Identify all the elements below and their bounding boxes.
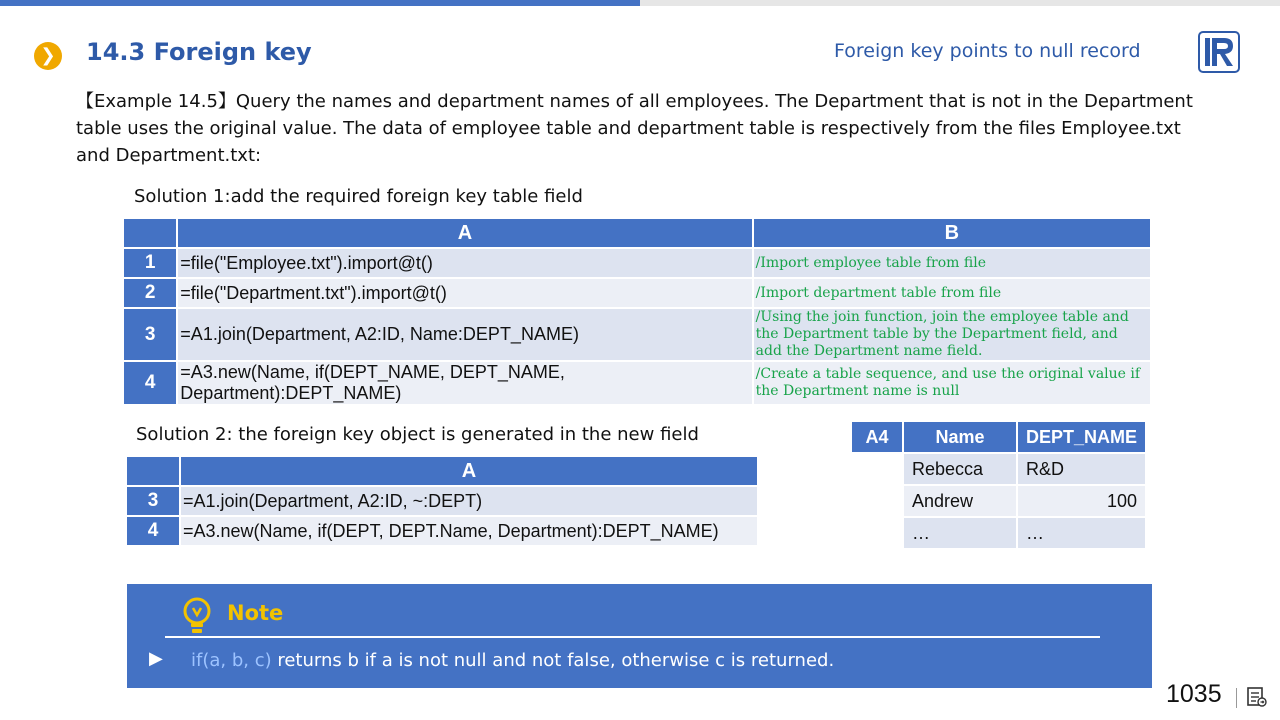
result-header-dept-name: DEPT_NAME [1018, 422, 1145, 452]
comment-cell[interactable]: /Using the join function, join the employee table and the Department table by the Department field, and add the Department name field. [754, 309, 1150, 360]
note-box [127, 584, 1152, 688]
progress-bar-fill [0, 0, 640, 6]
chevron-right-icon: ❯ [34, 42, 62, 70]
result-empty-cell [852, 518, 902, 548]
row-number[interactable]: 2 [124, 279, 176, 307]
comment-cell[interactable]: /Import department table from file [754, 279, 1150, 307]
solution-1-grid [122, 217, 1152, 406]
note-divider [165, 636, 1100, 638]
result-empty-cell [852, 454, 902, 484]
solution-1-label: Solution 1:add the required foreign key table field [134, 186, 583, 207]
code-cell[interactable]: =A1.join(Department, A2:ID, Name:DEPT_NAME) [178, 309, 751, 360]
table-row [127, 517, 757, 545]
column-header-b[interactable]: B [754, 219, 1150, 247]
table-row [852, 454, 1145, 484]
slide-subtitle: Foreign key points to null record [834, 40, 1141, 62]
result-cell: … [1018, 518, 1145, 548]
grid-corner [127, 457, 179, 485]
code-cell[interactable]: =A3.new(Name, if(DEPT_NAME, DEPT_NAME, Department):DEPT_NAME) [178, 362, 751, 404]
code-cell[interactable]: =A3.new(Name, if(DEPT, DEPT.Name, Department):DEPT_NAME) [181, 517, 757, 545]
comment-cell[interactable]: /Create a table sequence, and use the original value if the Department name is null [754, 362, 1150, 404]
result-cell: Andrew [904, 486, 1016, 516]
result-table [850, 420, 1147, 550]
code-cell[interactable]: =file("Employee.txt").import@t() [178, 249, 751, 277]
r-logo-icon [1198, 31, 1240, 73]
footer-divider [1236, 688, 1237, 708]
comment-cell[interactable]: /Import employee table from file [754, 249, 1150, 277]
table-row [852, 486, 1145, 516]
example-description: 【Example 14.5】Query the names and department names of all employees. The Department that is not in the Department table uses the original value. The data of employee table and department table is respectively from the files Employee.txt and Department.txt: [76, 91, 1193, 166]
progress-bar [0, 0, 1280, 6]
solution-2-grid [125, 455, 759, 547]
result-cell: 100 [1018, 486, 1145, 516]
row-number[interactable]: 1 [124, 249, 176, 277]
row-number[interactable]: 3 [124, 309, 176, 360]
column-header-a[interactable]: A [178, 219, 751, 247]
row-number[interactable]: 4 [127, 517, 179, 545]
lightbulb-icon [179, 596, 215, 636]
result-empty-cell [852, 486, 902, 516]
table-row [127, 487, 757, 515]
result-header-name: Name [904, 422, 1016, 452]
grid-corner [124, 219, 176, 247]
page-list-icon[interactable] [1246, 686, 1268, 708]
row-number[interactable]: 3 [127, 487, 179, 515]
page-number: 1035 [1166, 680, 1222, 708]
triangle-right-icon: ▶ [149, 648, 163, 669]
table-row [124, 249, 1150, 277]
result-cell-label: A4 [852, 422, 902, 452]
column-header-a[interactable]: A [181, 457, 757, 485]
code-cell[interactable]: =file("Department.txt").import@t() [178, 279, 751, 307]
note-code: if(a, b, c) [191, 650, 272, 671]
result-cell: Rebecca [904, 454, 1016, 484]
result-cell: R&D [1018, 454, 1145, 484]
note-title: Note [227, 601, 284, 625]
code-cell[interactable]: =A1.join(Department, A2:ID, ~:DEPT) [181, 487, 757, 515]
result-cell: … [904, 518, 1016, 548]
table-row [852, 518, 1145, 548]
table-row [124, 309, 1150, 360]
table-row [124, 279, 1150, 307]
note-text [191, 650, 834, 671]
section-title: 14.3 Foreign key [86, 38, 312, 66]
row-number[interactable]: 4 [124, 362, 176, 404]
solution-2-label: Solution 2: the foreign key object is generated in the new field [136, 424, 699, 445]
table-row [124, 362, 1150, 404]
note-description: returns b if a is not null and not false, otherwise c is returned. [271, 650, 835, 671]
